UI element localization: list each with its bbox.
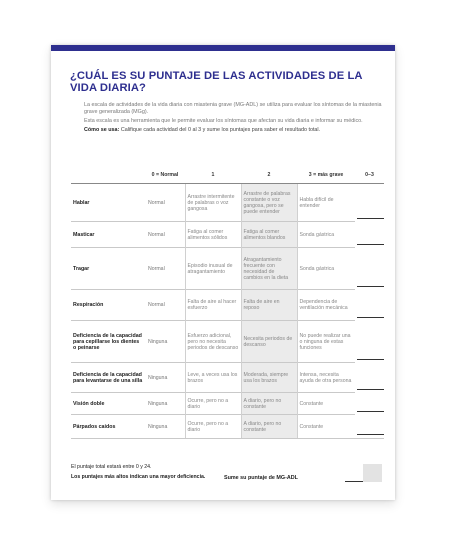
activity-label: Visión doble <box>71 393 145 415</box>
cell-3: Sonda gástrica <box>297 222 355 248</box>
higher-score-note: Los puntajes más altos indican una mayor deficiencia. <box>71 474 206 480</box>
cell-1: Ocurre, pero no a diario <box>185 393 241 415</box>
table-row <box>71 393 384 415</box>
cell-2: Fatiga al comer alimentos blandos <box>241 222 297 248</box>
intro-paragraph-1: La escala de actividades de la vida diaria con miastenia grave (MG-ADL) se utiliza para evaluar los síntomas de la miastenia grave generalizada (MGg). <box>84 102 382 115</box>
activity-label: Respiración <box>71 290 145 321</box>
cell-2: A diario, pero no constante <box>241 393 297 415</box>
intro-text <box>84 102 384 136</box>
cell-3: Intensa, necesita ayuda de otra persona <box>297 363 355 393</box>
cell-0: Normal <box>145 248 185 290</box>
intro-paragraph-2: Esta escala es una herramienta que le permite evaluar los síntomas que afectan su vida diaria e informar su médico. <box>84 118 363 124</box>
total-score-label: Sume su puntaje de MG-ADL <box>224 475 298 481</box>
cell-2: A diario, pero no constante <box>241 415 297 439</box>
total-score-line <box>345 481 364 482</box>
cell-1: Leve, a veces usa los brazos <box>185 363 241 393</box>
cell-3: Sonda gástrica <box>297 248 355 290</box>
table-row <box>71 363 384 393</box>
score-field[interactable] <box>355 184 384 222</box>
cell-1: Episodio inusual de atragantamiento <box>185 248 241 290</box>
top-accent-bar <box>51 45 395 51</box>
header-3: 3 = más grave <box>297 166 355 184</box>
score-field[interactable] <box>355 222 384 248</box>
cell-2: Necesita periodos de descanso <box>241 321 297 363</box>
header-activity <box>71 166 145 184</box>
table-row <box>71 290 384 321</box>
table-row <box>71 321 384 363</box>
document-sheet <box>51 45 395 500</box>
header-score: 0–3 <box>355 166 384 184</box>
cell-3: Constante <box>297 415 355 439</box>
cell-1: Esfuerzo adicional, pero no necesita periodos de descanso <box>185 321 241 363</box>
cell-0: Normal <box>145 290 185 321</box>
cell-2: Moderada, siempre usa los brazos <box>241 363 297 393</box>
page-title: ¿CUÁL ES SU PUNTAJE DE LAS ACTIVIDADES DE LA VIDA DIARIA? <box>70 70 363 94</box>
header-0: 0 = Normal <box>145 166 185 184</box>
how-to-use-label: Cómo se usa: <box>84 127 120 133</box>
activity-label: Deficiencia de la capacidad para cepillarse los dientes o peinarse <box>71 321 145 363</box>
header-1: 1 <box>185 166 241 184</box>
activity-label: Masticar <box>71 222 145 248</box>
table-header-row <box>71 166 384 184</box>
table-row <box>71 222 384 248</box>
activity-label: Hablar <box>71 184 145 222</box>
cell-0: Ninguna <box>145 393 185 415</box>
cell-3: Constante <box>297 393 355 415</box>
table-row <box>71 415 384 439</box>
score-field[interactable] <box>355 321 384 363</box>
cell-0: Normal <box>145 184 185 222</box>
activity-label: Deficiencia de la capacidad para levantarse de una silla <box>71 363 145 393</box>
cell-3: Habla difícil de entender <box>297 184 355 222</box>
total-score-field[interactable] <box>363 464 382 482</box>
cell-2: Atragantamiento frecuente con necesidad de cambios en la dieta <box>241 248 297 290</box>
cell-1: Ocurre, pero no a diario <box>185 415 241 439</box>
activity-label: Tragar <box>71 248 145 290</box>
score-field[interactable] <box>355 393 384 415</box>
cell-2: Arrastre de palabras constante o voz gangosa, pero se puede entender <box>241 184 297 222</box>
cell-1: Falta de aire al hacer esfuerzo <box>185 290 241 321</box>
score-field[interactable] <box>355 290 384 321</box>
table-row <box>71 184 384 222</box>
cell-0: Ninguna <box>145 415 185 439</box>
activity-label: Párpados caídos <box>71 415 145 439</box>
cell-0: Normal <box>145 222 185 248</box>
header-2: 2 <box>241 166 297 184</box>
how-to-use-text: Califique cada actividad del 0 al 3 y sume los puntajes para saber el resultado total. <box>119 127 321 133</box>
score-field[interactable] <box>355 363 384 393</box>
cell-1: Fatiga al comer alimentos sólidos <box>185 222 241 248</box>
cell-3: Dependencia de ventilación mecánica <box>297 290 355 321</box>
mg-adl-table <box>71 166 384 439</box>
score-range-note: El puntaje total estará entre 0 y 24. <box>71 464 152 470</box>
cell-0: Ninguna <box>145 363 185 393</box>
cell-2: Falta de aire en reposo <box>241 290 297 321</box>
how-to-use <box>84 127 384 134</box>
table-row <box>71 248 384 290</box>
cell-0: Ninguna <box>145 321 185 363</box>
score-field[interactable] <box>355 248 384 290</box>
cell-3: No puede realizar una o ninguna de estas funciones <box>297 321 355 363</box>
cell-1: Arrastre intermitente de palabras o voz gangosa <box>185 184 241 222</box>
score-field[interactable] <box>355 415 384 439</box>
